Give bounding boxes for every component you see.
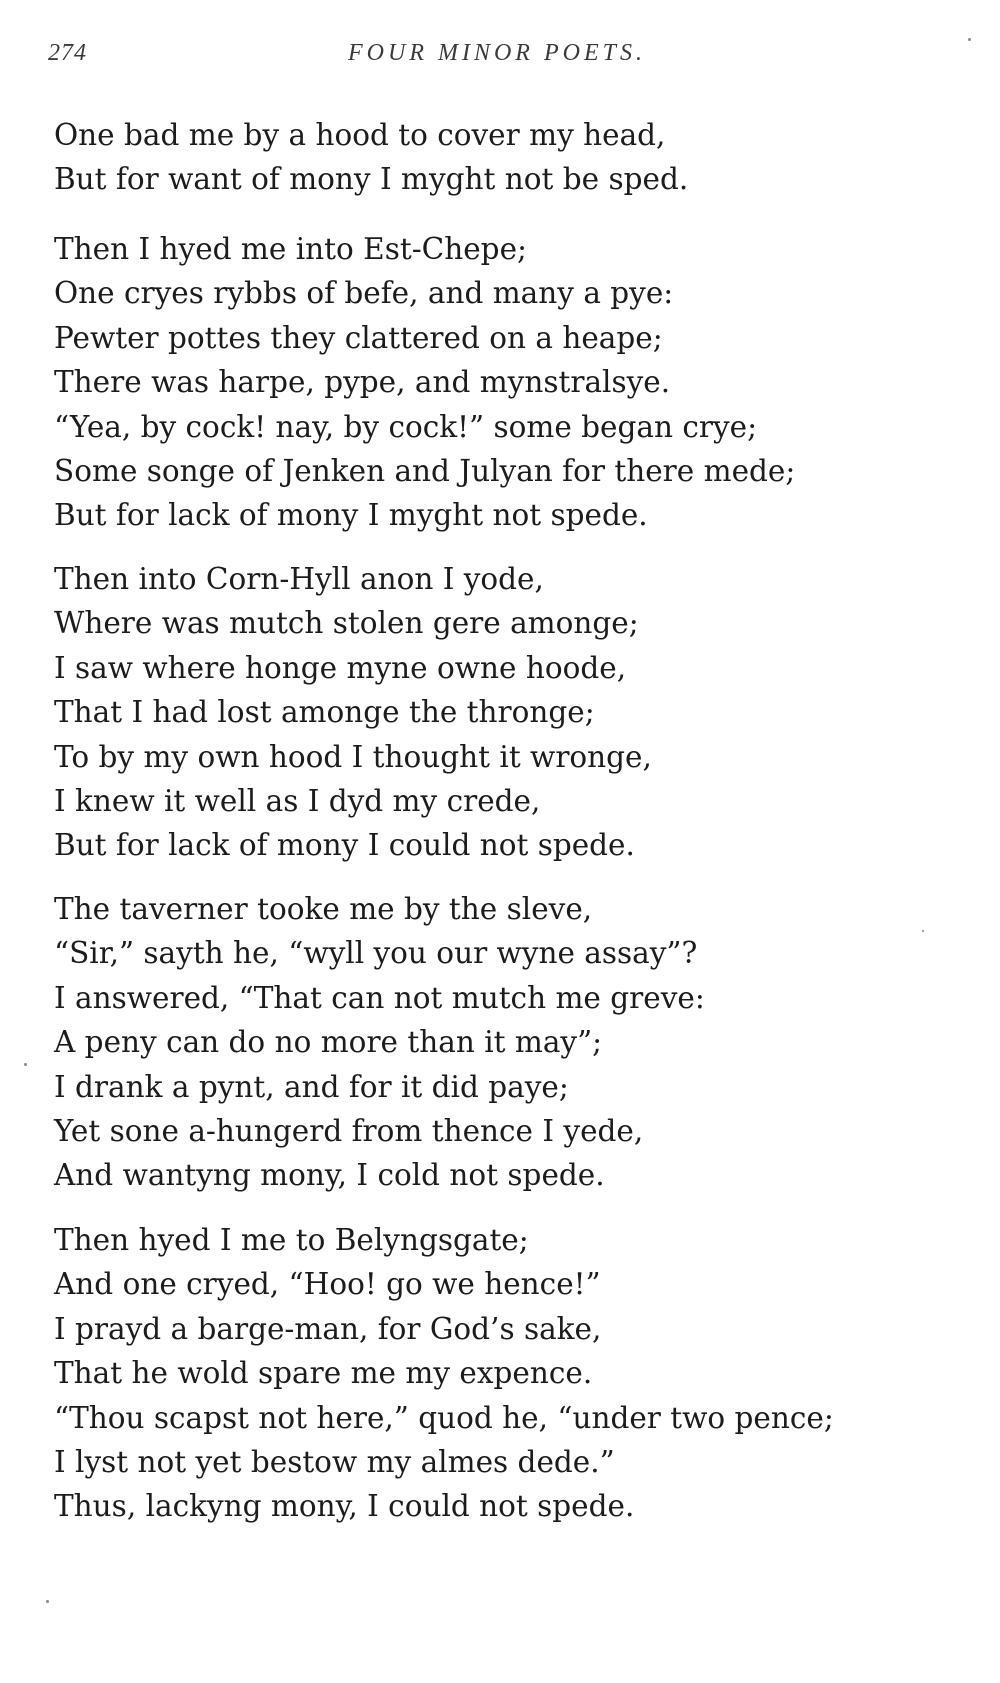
stanza-1 xyxy=(54,113,688,202)
verse-line: One cryes rybbs of befe, and many a pye: xyxy=(54,276,674,311)
verse-line: Then hyed I me to Belyngsgate; xyxy=(54,1223,529,1257)
verse-line: Thus, lackyng mony, I could not spede. xyxy=(54,1489,635,1524)
verse-line: Some songe of Jenken and Julyan for there mede; xyxy=(54,453,796,488)
page-number: 274 xyxy=(48,40,87,66)
verse-line: Yet sone a-hungerd from thence I yede, xyxy=(54,1113,644,1148)
verse-line: I prayd a barge-man, for God’s sake, xyxy=(54,1311,602,1346)
verse-line: One bad me by a hood to cover my head, xyxy=(54,118,666,152)
verse-line: I drank a pynt, and for it did paye; xyxy=(54,1069,569,1104)
verse-line: The taverner tooke me by the sleve, xyxy=(54,892,593,926)
print-speck xyxy=(968,38,971,41)
verse-line: That he wold spare me my expence. xyxy=(54,1356,593,1391)
stanza-5 xyxy=(54,1218,834,1529)
verse-line: I knew it well as I dyd my crede, xyxy=(54,783,541,818)
verse-line: I answered, “That can not mutch me greve: xyxy=(54,980,705,1015)
verse-line: A peny can do no more than it may”; xyxy=(54,1025,603,1060)
verse-line: Pewter pottes they clattered on a heape; xyxy=(54,320,663,355)
verse-line: And one cryed, “Hoo! go we hence!” xyxy=(54,1267,601,1302)
verse-line: I lyst not yet bestow my almes dede.” xyxy=(54,1444,615,1479)
verse-line: Then I hyed me into Est-Chepe; xyxy=(54,232,527,266)
verse-line: But for lack of mony I myght not spede. xyxy=(54,498,648,533)
verse-line: Where was mutch stolen gere amonge; xyxy=(54,606,639,641)
verse-line: There was harpe, pype, and mynstralsye. xyxy=(54,365,671,400)
running-head xyxy=(48,40,940,70)
verse-line: And wantyng mony, I cold not spede. xyxy=(54,1158,605,1193)
verse-line: Then into Corn-Hyll anon I yode, xyxy=(54,562,544,596)
print-speck xyxy=(922,930,924,932)
verse-line: But for want of mony I myght not be sped. xyxy=(54,162,689,197)
print-speck xyxy=(46,1600,49,1603)
stanza-3 xyxy=(54,557,652,868)
stanza-4 xyxy=(54,887,705,1198)
verse-line: “Thou scapst not here,” quod he, “under two pence; xyxy=(54,1400,834,1435)
print-speck xyxy=(24,1063,27,1066)
verse-line: But for lack of mony I could not spede. xyxy=(54,828,635,863)
verse-line: That I had lost amonge the thronge; xyxy=(54,695,595,730)
verse-line: To by my own hood I thought it wronge, xyxy=(54,739,652,774)
verse-line: “Sir,” sayth he, “wyll you our wyne assay”? xyxy=(54,936,698,971)
verse-line: “Yea, by cock! nay, by cock!” some began crye; xyxy=(54,409,758,444)
verse-line: I saw where honge myne owne hoode, xyxy=(54,650,627,685)
stanza-2 xyxy=(54,227,795,538)
running-title: FOUR MINOR POETS. xyxy=(348,40,646,66)
